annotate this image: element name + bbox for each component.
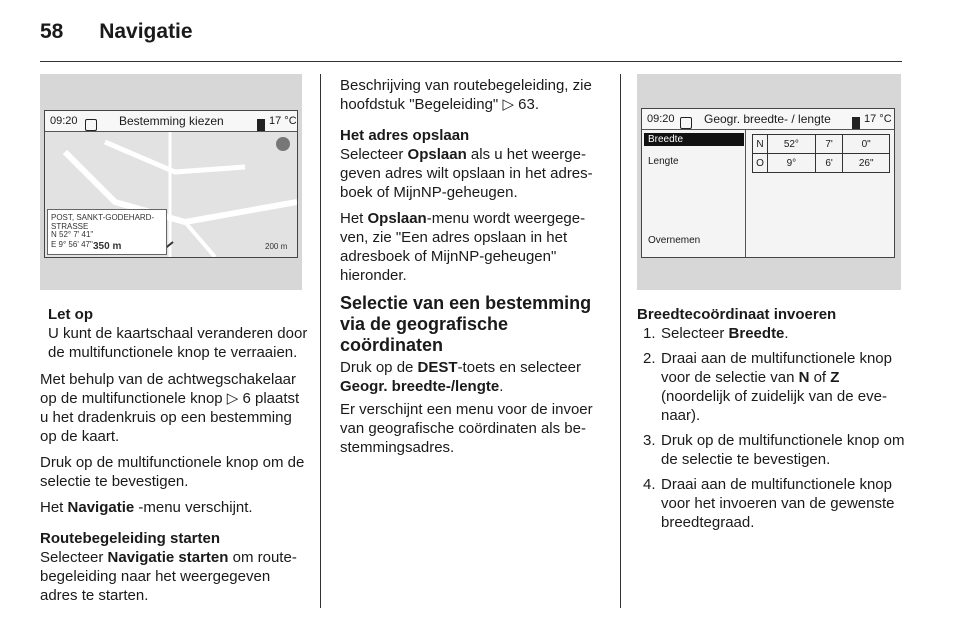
status-bar <box>45 111 297 132</box>
subheading: Breedtecoördinaat invoeren <box>637 306 837 323</box>
header-rule <box>40 61 902 62</box>
list-item: 3. Druk op de multifunctionele knop om de selectie te bevestigen. <box>643 432 905 468</box>
min-cell[interactable]: 7' <box>815 135 843 154</box>
menu-item-breedte[interactable]: Breedte <box>644 133 744 146</box>
status-bar <box>642 109 894 130</box>
page-ref-icon: ▷ <box>226 390 243 407</box>
paragraph: Het Opslaan-menu wordt weergegeven, zie "Een adres opslaan in het adresboek of MijnNP-geheugen" hieronder. <box>340 210 586 284</box>
paragraph: Er verschijnt een menu voor de invoer van geografische coördinaten als bestemmingsadres. <box>340 401 593 456</box>
clock: 09:20 <box>647 113 675 125</box>
note-box <box>40 305 308 362</box>
list-item: 2. Draai aan de multifunctionele knop voor de selectie van N of Z (noordelijk of zuidelijk van de evenaar). <box>643 350 892 424</box>
confirm-button[interactable]: Overnemen <box>648 235 701 246</box>
list-item: 1. Selecteer Breedte. <box>643 325 789 342</box>
column-divider <box>620 74 621 608</box>
temperature: 17 °C <box>269 115 297 127</box>
figure-coords-panel <box>637 74 901 290</box>
paragraph: Beschrijving van routebegeleiding, zie hoofdstuk "Begeleiding" ▷ 63. <box>340 77 592 113</box>
coord-east: E 9° 56' 47" <box>51 240 93 249</box>
table-row <box>753 154 890 173</box>
paragraph: Met behulp van de achtwegschakelaar op de multifunctionele knop ▷ 6 plaatst u het dradenkruis op een bestemming op de kaart. <box>40 371 300 445</box>
paragraph: Het Navigatie -menu verschijnt. <box>40 499 253 516</box>
coord-north: N 52° 7' 41" <box>51 230 94 239</box>
list-item: 4. Draai aan de multifunctionele knop voor het invoeren van de gewenste breedtegraad. <box>643 476 895 531</box>
scale-label: 350 m <box>93 241 122 252</box>
coords-screen <box>641 108 895 258</box>
screen-title: Bestemming kiezen <box>119 114 224 128</box>
note-text: U kunt de kaartschaal veranderen door de multifunctionele knop te verraaien. <box>48 325 308 361</box>
clock: 09:20 <box>50 115 78 127</box>
paragraph: Druk op de DEST-toets en selecteer Geogr. breedte-/lengte. <box>340 359 581 395</box>
page-header <box>40 20 193 44</box>
page-number: 58 <box>40 20 64 43</box>
sec-cell[interactable]: 0" <box>843 135 890 154</box>
page-ref-icon: ▷ <box>502 96 519 113</box>
note-title: Let op <box>48 306 93 323</box>
steps-list <box>637 324 905 532</box>
dir-cell[interactable]: N <box>753 135 768 154</box>
divider <box>745 130 746 257</box>
address-text: POST, SANKT-GODEHARD-STRASSE <box>51 213 155 231</box>
section: Het adres opslaan Selecteer Opslaan als u het weergegeven adres wilt opslaan in het adresboek of MijnNP-geheugen. <box>340 126 604 202</box>
scale-label-right: 200 m <box>265 242 288 251</box>
deg-cell[interactable]: 9° <box>768 154 816 173</box>
screen-title: Geogr. breedte- / lengte <box>704 112 831 126</box>
sec-cell[interactable]: 26" <box>843 154 890 173</box>
paragraph: Druk op de multifunctionele knop om de selectie te bevestigen. <box>40 454 305 490</box>
subheading: Het adres opslaan <box>340 127 470 144</box>
coords-table <box>752 134 890 173</box>
subheading: Routebegeleiding starten <box>40 530 221 547</box>
section: Routebegeleiding starten Selecteer Navigatie starten om routebegeleiding naar het weergegeven adres te starten. <box>40 529 308 605</box>
figure-map-panel <box>40 74 302 290</box>
deg-cell[interactable]: 52° <box>768 135 816 154</box>
table-row <box>753 135 890 154</box>
column-3 <box>637 305 905 538</box>
min-cell[interactable]: 6' <box>815 154 843 173</box>
column-2 <box>340 76 604 464</box>
nav-map-screen <box>44 110 298 258</box>
section-heading: Selectie van een bestemming via de geografische coördinaten <box>340 293 592 355</box>
dir-cell[interactable]: O <box>753 154 768 173</box>
page-title: Navigatie <box>99 20 193 43</box>
column-1 <box>40 305 308 605</box>
menu-item-lengte[interactable]: Lengte <box>648 156 679 167</box>
column-divider <box>320 74 321 608</box>
temperature: 17 °C <box>864 113 892 125</box>
